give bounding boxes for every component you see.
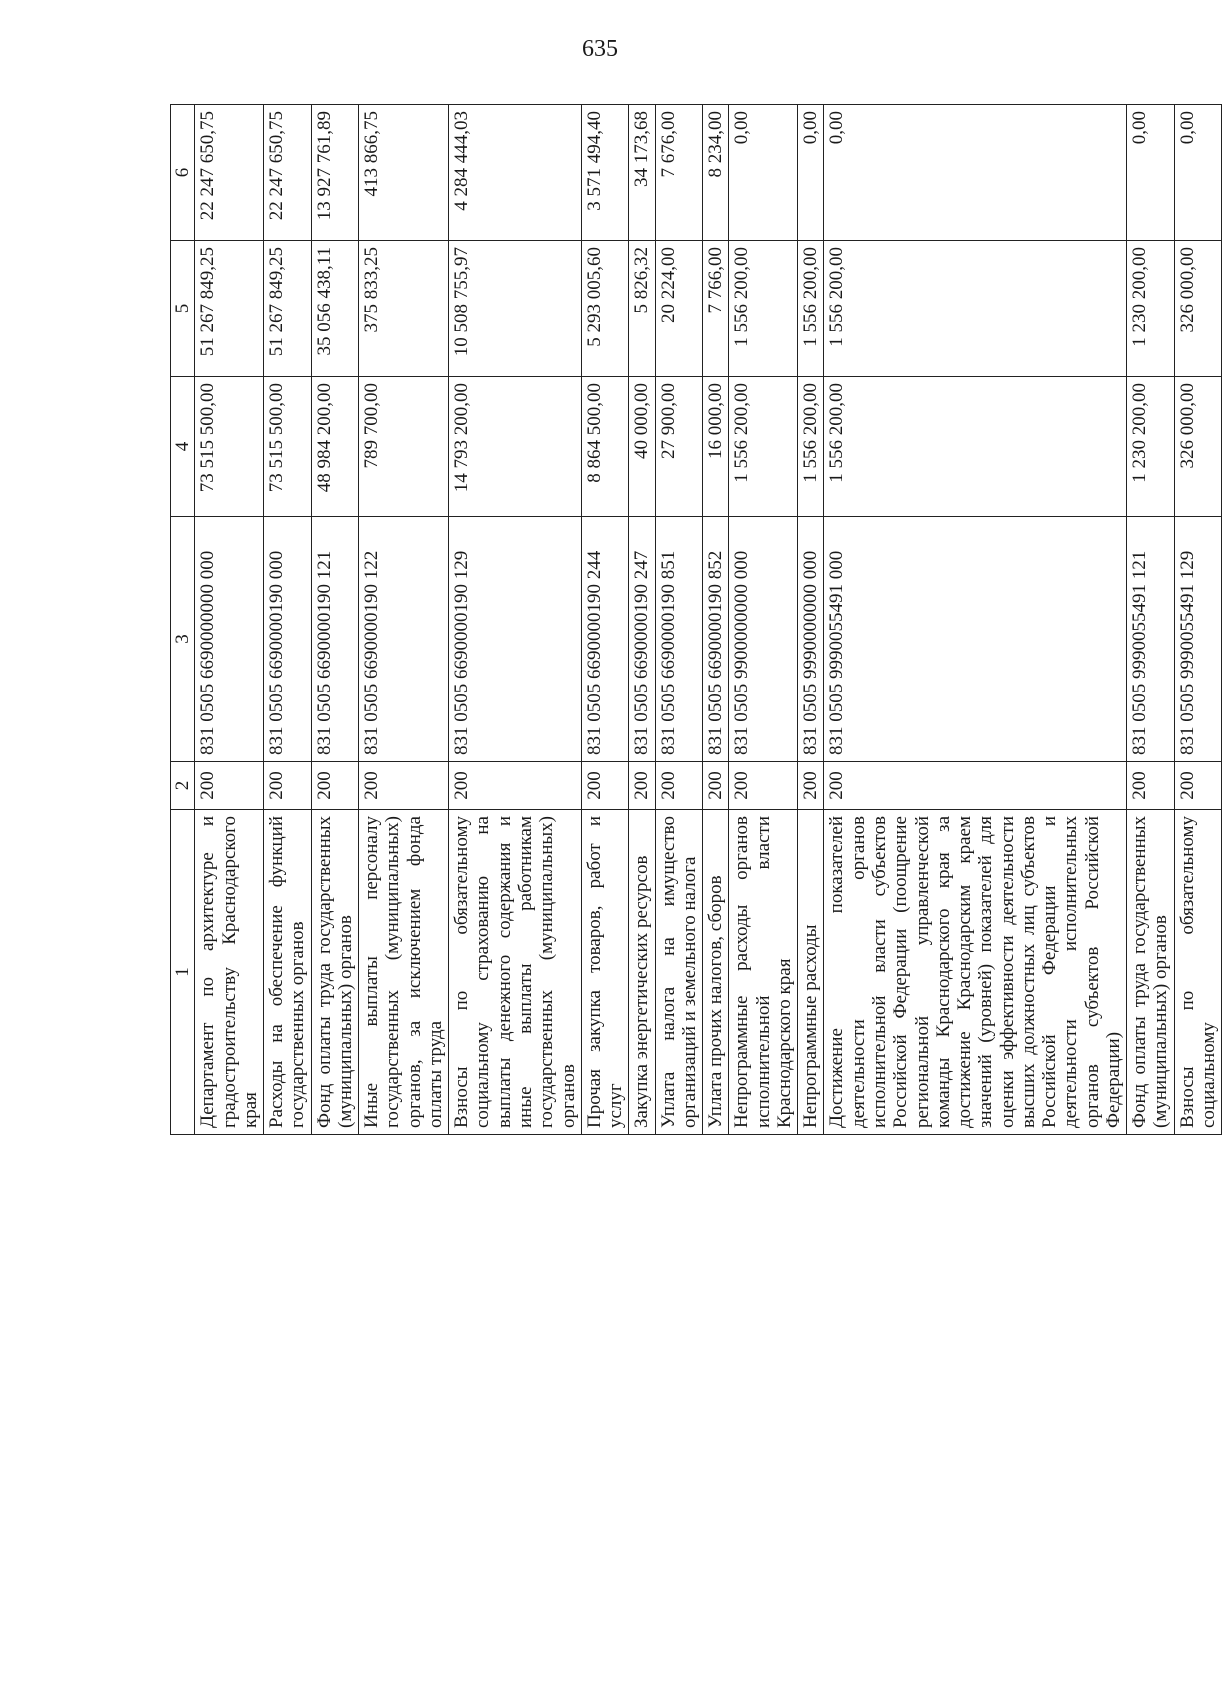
row-name-cell: Взносы по обязательному социальному bbox=[1174, 810, 1222, 1135]
line-code-cell: 200 bbox=[195, 762, 264, 810]
budget-execution-table bbox=[170, 104, 1222, 1135]
executed-amount-cell: 51 267 849,25 bbox=[195, 241, 264, 377]
executed-amount-cell: 51 267 849,25 bbox=[264, 241, 312, 377]
row-name-cell: Фонд оплаты труда государственных (муниципальных) органов bbox=[1127, 810, 1175, 1135]
row-name-cell: Уплата прочих налогов, сборов bbox=[703, 810, 729, 1135]
approved-amount-cell: 27 900,00 bbox=[655, 377, 703, 517]
budget-code-cell: 831 0505 9900000000 000 bbox=[729, 517, 798, 762]
unexecuted-amount-cell: 3 571 494,40 bbox=[581, 105, 629, 241]
unexecuted-amount-cell: 0,00 bbox=[1174, 105, 1222, 241]
table-row bbox=[195, 105, 264, 1135]
unexecuted-amount-cell: 0,00 bbox=[824, 105, 1127, 241]
column-header-6: 6 bbox=[171, 105, 195, 241]
budget-code-cell: 831 0505 6690000190 000 bbox=[264, 517, 312, 762]
column-header-2: 2 bbox=[171, 762, 195, 810]
column-header-5: 5 bbox=[171, 241, 195, 377]
rotated-table-container bbox=[170, 105, 1219, 1135]
approved-amount-cell: 1 556 200,00 bbox=[824, 377, 1127, 517]
unexecuted-amount-cell: 0,00 bbox=[729, 105, 798, 241]
row-name-cell: Непрограммные расходы bbox=[798, 810, 824, 1135]
unexecuted-amount-cell: 34 173,68 bbox=[629, 105, 655, 241]
row-name-cell: Достижение показателей деятельности органов исполнительной власти субъектов Российской Федерации (поощрение региональной управленческой команды Краснодарского края за достижение Краснодарским краем значений (уровней) показателей для оценки эффективности деятельности высших должностных лиц субъектов Российской Федерации и деятельности исполнительных органов субъектов Российской Федерации) bbox=[824, 810, 1127, 1135]
budget-code-cell: 831 0505 9990055491 121 bbox=[1127, 517, 1175, 762]
budget-code-cell: 831 0505 6690000190 129 bbox=[449, 517, 582, 762]
table-row bbox=[264, 105, 312, 1135]
row-name-cell: Непрограммные расходы органов исполнительной власти Краснодарского края bbox=[729, 810, 798, 1135]
executed-amount-cell: 375 833,25 bbox=[359, 241, 449, 377]
approved-amount-cell: 1 556 200,00 bbox=[798, 377, 824, 517]
column-header-4: 4 bbox=[171, 377, 195, 517]
unexecuted-amount-cell: 22 247 650,75 bbox=[195, 105, 264, 241]
unexecuted-amount-cell: 8 234,00 bbox=[703, 105, 729, 241]
executed-amount-cell: 1 230 200,00 bbox=[1127, 241, 1175, 377]
approved-amount-cell: 14 793 200,00 bbox=[449, 377, 582, 517]
approved-amount-cell: 1 230 200,00 bbox=[1127, 377, 1175, 517]
budget-code-cell: 831 0505 9990055491 000 bbox=[824, 517, 1127, 762]
column-header-1: 1 bbox=[171, 810, 195, 1135]
table-row bbox=[798, 105, 824, 1135]
approved-amount-cell: 326 000,00 bbox=[1174, 377, 1222, 517]
row-name-cell: Уплата налога на имущество организаций и земельного налога bbox=[655, 810, 703, 1135]
table-row bbox=[629, 105, 655, 1135]
approved-amount-cell: 48 984 200,00 bbox=[311, 377, 359, 517]
line-code-cell: 200 bbox=[1174, 762, 1222, 810]
executed-amount-cell: 326 000,00 bbox=[1174, 241, 1222, 377]
budget-code-cell: 831 0505 6690000190 244 bbox=[581, 517, 629, 762]
column-number-row bbox=[171, 105, 195, 1135]
approved-amount-cell: 16 000,00 bbox=[703, 377, 729, 517]
approved-amount-cell: 1 556 200,00 bbox=[729, 377, 798, 517]
line-code-cell: 200 bbox=[581, 762, 629, 810]
budget-code-cell: 831 0505 6690000190 852 bbox=[703, 517, 729, 762]
table-row bbox=[359, 105, 449, 1135]
line-code-cell: 200 bbox=[629, 762, 655, 810]
unexecuted-amount-cell: 7 676,00 bbox=[655, 105, 703, 241]
approved-amount-cell: 40 000,00 bbox=[629, 377, 655, 517]
unexecuted-amount-cell: 4 284 444,03 bbox=[449, 105, 582, 241]
table-row bbox=[1127, 105, 1175, 1135]
unexecuted-amount-cell: 13 927 761,89 bbox=[311, 105, 359, 241]
budget-code-cell: 831 0505 6690000190 247 bbox=[629, 517, 655, 762]
budget-code-cell: 831 0505 9990055491 129 bbox=[1174, 517, 1222, 762]
row-name-cell: Иные выплаты персоналу государственных (муниципальных) органов, за исключением фонда оплаты труда bbox=[359, 810, 449, 1135]
line-code-cell: 200 bbox=[655, 762, 703, 810]
line-code-cell: 200 bbox=[798, 762, 824, 810]
table-row bbox=[824, 105, 1127, 1135]
executed-amount-cell: 1 556 200,00 bbox=[798, 241, 824, 377]
line-code-cell: 200 bbox=[359, 762, 449, 810]
approved-amount-cell: 789 700,00 bbox=[359, 377, 449, 517]
row-name-cell: Фонд оплаты труда государственных (муниципальных) органов bbox=[311, 810, 359, 1135]
row-name-cell: Прочая закупка товаров, работ и услуг bbox=[581, 810, 629, 1135]
table-row bbox=[581, 105, 629, 1135]
line-code-cell: 200 bbox=[1127, 762, 1175, 810]
executed-amount-cell: 35 056 438,11 bbox=[311, 241, 359, 377]
budget-code-cell: 831 0505 6690000190 851 bbox=[655, 517, 703, 762]
table-row bbox=[655, 105, 703, 1135]
unexecuted-amount-cell: 413 866,75 bbox=[359, 105, 449, 241]
budget-code-cell: 831 0505 6690000000 000 bbox=[195, 517, 264, 762]
line-code-cell: 200 bbox=[729, 762, 798, 810]
line-code-cell: 200 bbox=[449, 762, 582, 810]
table-body bbox=[195, 105, 1222, 1135]
table-row bbox=[449, 105, 582, 1135]
row-name-cell: Взносы по обязательному социальному страхованию на выплаты денежного содержания и иные выплаты работникам государственных (муниципальных) органов bbox=[449, 810, 582, 1135]
page-number: 635 bbox=[582, 36, 618, 62]
approved-amount-cell: 73 515 500,00 bbox=[264, 377, 312, 517]
table-row bbox=[311, 105, 359, 1135]
budget-code-cell: 831 0505 9990000000 000 bbox=[798, 517, 824, 762]
executed-amount-cell: 1 556 200,00 bbox=[824, 241, 1127, 377]
line-code-cell: 200 bbox=[264, 762, 312, 810]
executed-amount-cell: 1 556 200,00 bbox=[729, 241, 798, 377]
executed-amount-cell: 20 224,00 bbox=[655, 241, 703, 377]
row-name-cell: Закупка энергетических ресурсов bbox=[629, 810, 655, 1135]
unexecuted-amount-cell: 0,00 bbox=[798, 105, 824, 241]
line-code-cell: 200 bbox=[824, 762, 1127, 810]
executed-amount-cell: 5 293 005,60 bbox=[581, 241, 629, 377]
row-name-cell: Департамент по архитектуре и градостроительству Краснодарского края bbox=[195, 810, 264, 1135]
table-row bbox=[1174, 105, 1222, 1135]
table-row bbox=[703, 105, 729, 1135]
column-header-3: 3 bbox=[171, 517, 195, 762]
executed-amount-cell: 7 766,00 bbox=[703, 241, 729, 377]
executed-amount-cell: 10 508 755,97 bbox=[449, 241, 582, 377]
line-code-cell: 200 bbox=[311, 762, 359, 810]
table-row bbox=[729, 105, 798, 1135]
budget-code-cell: 831 0505 6690000190 122 bbox=[359, 517, 449, 762]
approved-amount-cell: 73 515 500,00 bbox=[195, 377, 264, 517]
unexecuted-amount-cell: 22 247 650,75 bbox=[264, 105, 312, 241]
executed-amount-cell: 5 826,32 bbox=[629, 241, 655, 377]
line-code-cell: 200 bbox=[703, 762, 729, 810]
unexecuted-amount-cell: 0,00 bbox=[1127, 105, 1175, 241]
approved-amount-cell: 8 864 500,00 bbox=[581, 377, 629, 517]
budget-code-cell: 831 0505 6690000190 121 bbox=[311, 517, 359, 762]
row-name-cell: Расходы на обеспечение функций государственных органов bbox=[264, 810, 312, 1135]
